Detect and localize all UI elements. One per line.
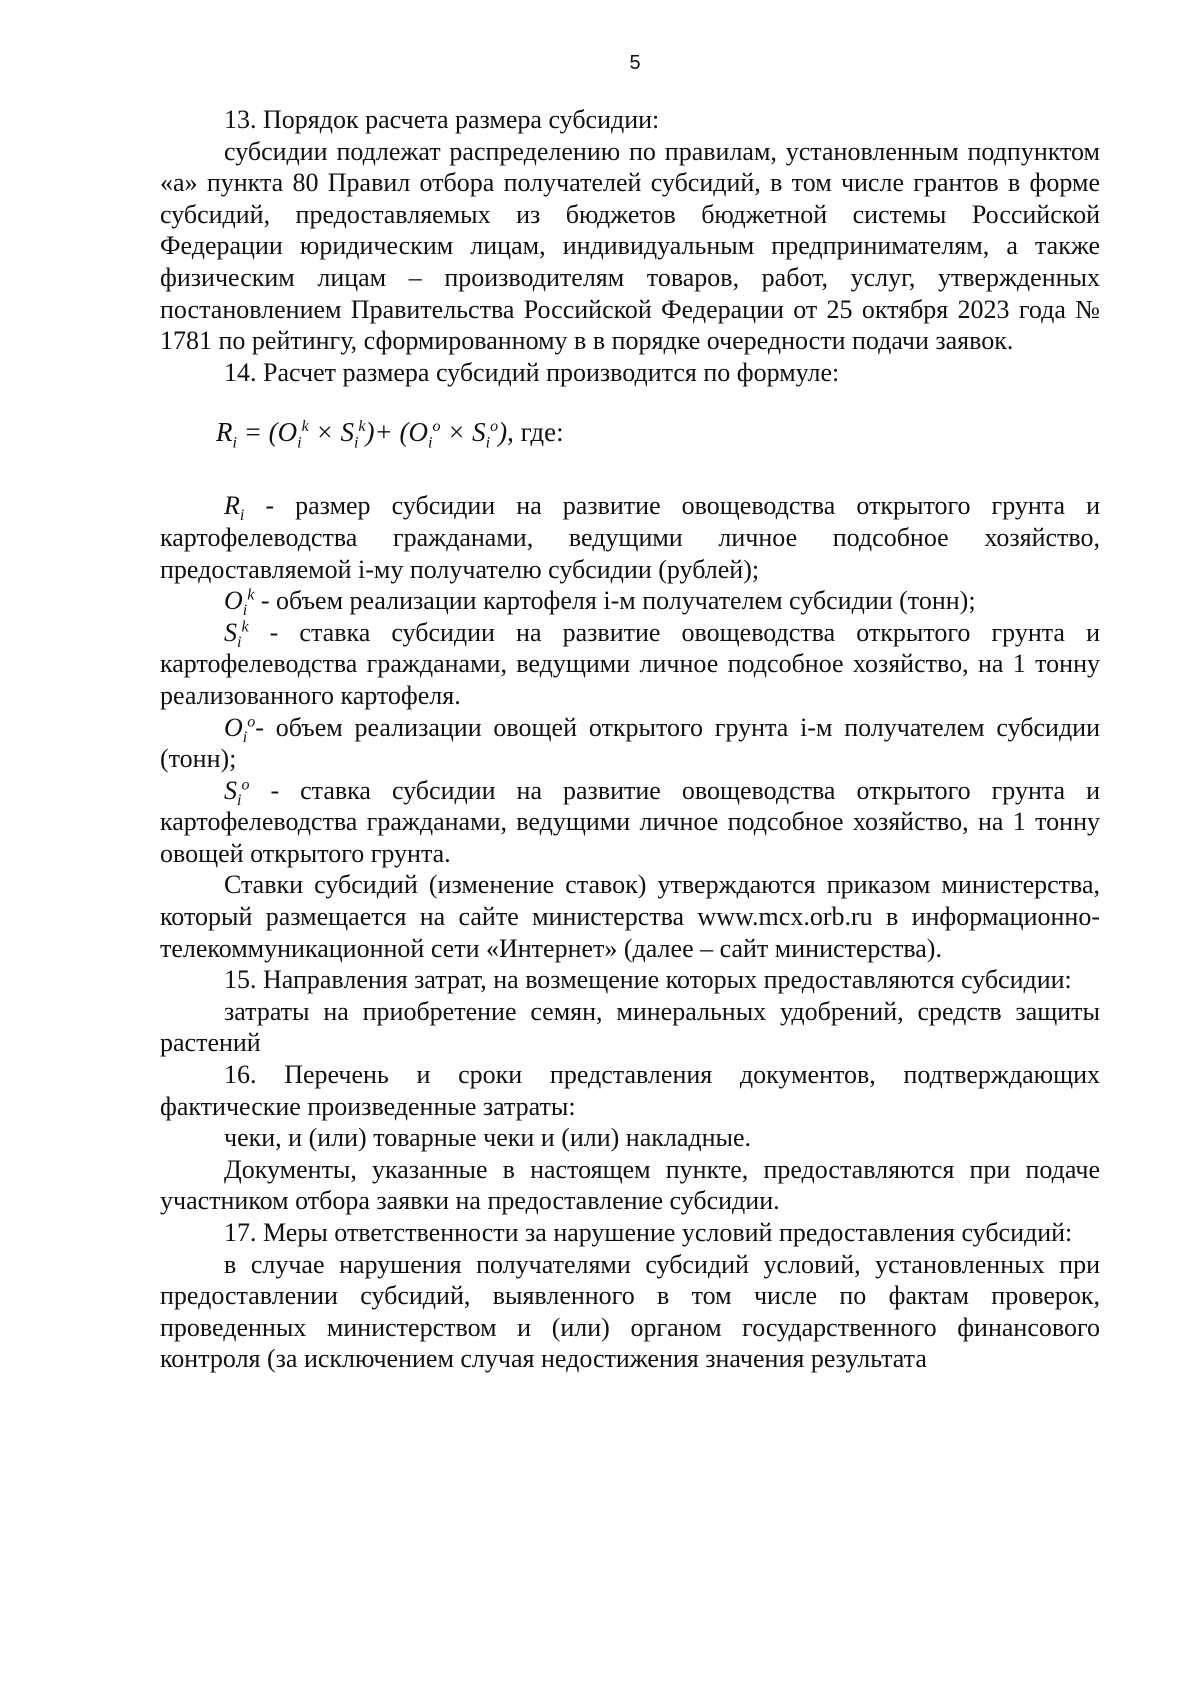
section-13-body: субсидии подлежат распределению по правилам, установленным подпунктом «а» пункта 80 Правил отбора получателей субсидий, в том числе грантов в форме субсидий, предоставляемых из бюджетов бюджетной системы Российской Федерации юридическим лицам, индивидуальным предпринимателям, а также физическим лицам – производителям товаров, работ, услуг, утвержденных постановлением Правительства Российской Федерации от 25 октября 2023 года № 1781 по рейтингу, сформированному в в порядке очередности подачи заявок. xyxy=(160,136,1100,356)
symbol-so: $S_i^o$ xyxy=(224,775,250,809)
definition-oo xyxy=(160,712,1100,775)
definition-sk-text: - ставка субсидии на развитие овощеводства открытого грунта и картофелеводства гражданами, ведущими личное подсобное хозяйство, на 1 тонну реализованного картофеля. xyxy=(160,617,1100,710)
section-16-heading: 16. Перечень и сроки представления документов, подтверждающих фактические произведенные затраты: xyxy=(160,1060,1100,1121)
symbol-ok: $O_i^k$ xyxy=(224,586,255,620)
document-body xyxy=(160,104,1100,1375)
definition-oo-text: - объем реализации овощей открытого грунта i-м получателем субсидии (тонн); xyxy=(160,712,1100,774)
formula-suffix: , где: xyxy=(507,417,564,448)
definition-ok-text: - объем реализации картофеля i-м получателем субсидии (тонн); xyxy=(260,586,976,616)
definition-r xyxy=(160,490,1100,585)
definition-sk xyxy=(160,617,1100,712)
section-16-body-1: чеки, и (или) товарные чеки и (или) накладные. xyxy=(224,1123,752,1153)
rates-paragraph: Ставки субсидий (изменение ставок) утверждаются приказом министерства, который размещается на сайте министерства www.mcx.orb.ru в информационно-телекоммуникационной сети «Интернет» (далее – сайт министерства). xyxy=(160,870,1100,963)
symbol-r: $R_i$ xyxy=(224,491,245,525)
symbol-sk: $S_i^k$ xyxy=(224,617,249,651)
section-17-heading: 17. Меры ответственности за нарушение условий предоставления субсидий: xyxy=(224,1218,1073,1247)
definition-r-text: - размер субсидии на развитие овощеводства открытого грунта и картофелеводства гражданами, ведущими личное подсобное хозяйство, предоставляемой i-му получателю субсидии (рублей); xyxy=(160,491,1100,584)
definition-ok xyxy=(160,585,1100,620)
definition-so xyxy=(160,775,1100,870)
subsidy-formula xyxy=(216,410,1100,454)
section-16-body-2: Документы, указанные в настоящем пункте, предоставляются при подаче участником отбора заявки на предоставление субсидии. xyxy=(160,1154,1100,1216)
definition-so-text: - ставка субсидии на развитие овощеводства открытого грунта и картофелеводства гражданами, ведущими личное подсобное хозяйство, на 1 тонну овощей открытого грунта. xyxy=(160,775,1101,868)
section-13-heading: 13. Порядок расчета размера субсидии: xyxy=(224,105,660,134)
section-17-body: в случае нарушения получателями субсидий условий, установленных при предоставлении субсидий, выявленного в том числе по фактам проверок, проведенных министерством и (или) органом государственного финансового контроля (за исключением случая недостижения значения результата xyxy=(160,1249,1100,1374)
formula-expression: $R_i = (O_i^k \times S_i^k)+ (O_i^o \times S_i^o)$ xyxy=(216,417,508,452)
section-14-heading: 14. Расчет размера субсидий производится по формуле: xyxy=(224,357,840,387)
section-15-heading: 15. Направления затрат, на возмещение которых предоставляются субсидии: xyxy=(224,965,1072,995)
section-15-body: затраты на приобретение семян, минеральных удобрений, средств защиты растений xyxy=(160,996,1100,1058)
symbol-oo: $O_i^o$ xyxy=(224,712,256,746)
page-number: 5 xyxy=(629,52,641,74)
